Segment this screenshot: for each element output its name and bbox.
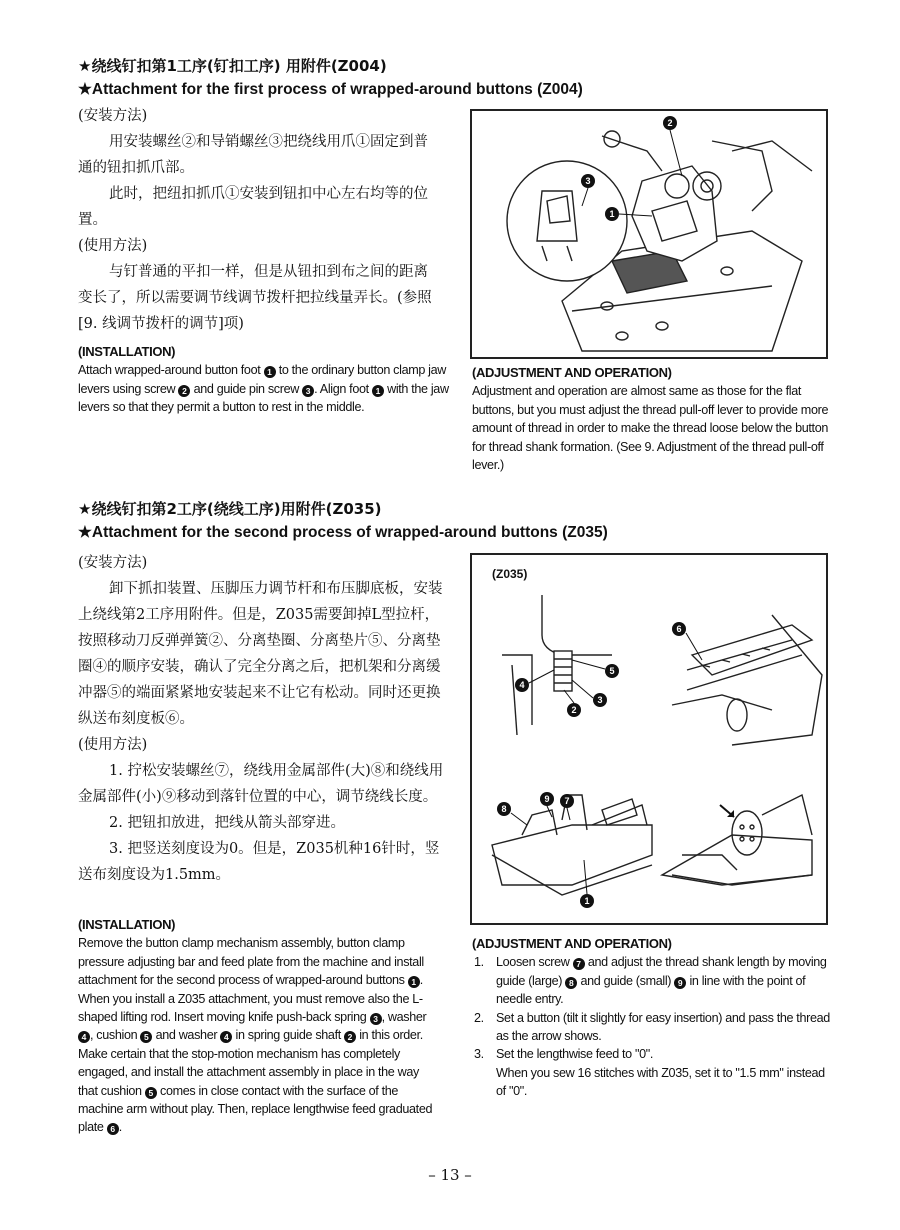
callout-9-icon: 9 <box>674 977 686 989</box>
section2-installation-en <box>78 916 440 1137</box>
callout-4-icon: 4 <box>78 1031 90 1043</box>
adjustment-step: 2. Set a button (tilt it slightly for easy insertion) and pass the thread as the arrow shows. <box>474 1010 830 1044</box>
install-paragraph-cn: 用安装螺丝②和导销螺丝③把绕线用爪①固定到普通的钮扣抓爪部。 <box>78 134 428 176</box>
svg-text:9: 9 <box>544 794 550 804</box>
svg-text:3: 3 <box>597 695 603 705</box>
installation-heading: (INSTALLATION) <box>78 344 176 359</box>
installation-text: Remove the button clamp mechanism assembly, button clamp pressure adjusting bar and feed plate from the machine and install attachment for the second process of wrapped-around buttons 1 . When you install a Z035 attachment, you must remove also the L-shaped lifting rod. Insert moving knife push-back spring 3 , washer 4 , cushion 5 and washer 4 in spring guide shaft 2 in this order. Make certain that the stop-motion mechanism has completely engaged, and install the attachment assembly in place in the way that cushion 5 comes in close contact with the surface of the machine arm without play. Then, replace lengthwise feed graduated plate 6 . <box>78 936 433 1135</box>
install-heading-cn: (安装方法) <box>78 555 148 571</box>
install-paragraph-cn: 卸下抓扣装置、压脚压力调节杆和布压脚底板，安装上绕线第2工序用附件。但是，Z035需要卸掉L型拉杆，按照移动刀反弹弹簧②、分离垫圈、分离垫片⑤、分离垫圈④的顺序安装，确认了完全分离之后，把机架和分离缓冲器⑤的端面紧紧地安装起来不让它有松动。同时还更换纵送布刻度板⑥。 <box>78 581 443 727</box>
callout-3-icon: 3 <box>302 385 314 397</box>
svg-text:1: 1 <box>609 209 615 219</box>
installation-text: Attach wrapped-around button foot 1 to the ordinary button clamp jaw levers using screw 2 and guide pin screw 3 . Align foot 1 with the jaw levers so that they permit a button to rest in the middle. <box>78 363 449 415</box>
z035-illustration <box>472 555 826 923</box>
usage-step-cn: 3. 把竖送刻度设为0。但是，Z035机种16针时，竖送布刻度设为1.5mm。 <box>78 841 440 883</box>
section2-title-en: ★Attachment for the second process of wrapped-around buttons (Z035) <box>78 524 608 541</box>
svg-text:4: 4 <box>519 680 525 690</box>
section1-adjustment-en <box>472 364 832 474</box>
install-heading-cn: (安装方法) <box>78 108 148 124</box>
callout-5-icon: 5 <box>145 1087 157 1099</box>
adjustment-steps <box>472 953 834 1100</box>
figure-label: (Z035) <box>492 567 528 581</box>
svg-text:6: 6 <box>676 624 682 634</box>
section1-title-cn: ★绕线钉扣第1工序(钉扣工序) 用附件(Z004) <box>78 57 387 75</box>
callout-7-icon: 7 <box>573 958 585 970</box>
svg-text:5: 5 <box>609 666 615 676</box>
usage-paragraph-cn: 与钉普通的平扣一样，但是从钮扣到布之间的距离变长了，所以需要调节线调节拨杆把拉线量弄长。(参照[9. 线调节拨杆的调节]项) <box>78 264 432 332</box>
callout-6-icon: 6 <box>107 1123 119 1135</box>
adjustment-heading: (ADJUSTMENT AND OPERATION) <box>472 365 672 380</box>
svg-text:1: 1 <box>584 896 590 906</box>
install-paragraph-cn: 此时，把纽扣抓爪①安装到钮扣中心左右均等的位置。 <box>78 186 428 228</box>
callout-3-icon: 3 <box>370 1013 382 1025</box>
callout-1-icon: 1 <box>264 366 276 378</box>
callout-4-icon: 4 <box>220 1031 232 1043</box>
usage-heading-cn: (使用方法) <box>78 238 148 254</box>
callout-1-icon: 1 <box>408 976 420 988</box>
installation-heading: (INSTALLATION) <box>78 917 176 932</box>
section2-cn-text <box>78 550 448 888</box>
adjustment-step: 3. Set the lengthwise feed to "0". When you sew 16 stitches with Z035, set it to "1.5 mm" instead of "0". <box>474 1047 825 1099</box>
svg-text:3: 3 <box>585 176 591 186</box>
svg-text:2: 2 <box>571 705 577 715</box>
callout-2-icon: 2 <box>344 1031 356 1043</box>
section2-title-cn: ★绕线钉扣第2工序(绕线工序)用附件(Z035) <box>78 500 382 518</box>
section2-adjustment-en <box>472 935 834 1101</box>
callout-5-icon: 5 <box>140 1031 152 1043</box>
usage-step-cn: 1. 拧松安装螺丝⑦，绕线用金属部件(大)⑧和绕线用金属部件(小)⑨移动到落针位置的中心，调节绕线长度。 <box>78 763 444 805</box>
callout-8-icon: 8 <box>565 977 577 989</box>
figure-z035-attachment <box>470 553 828 925</box>
adjustment-heading: (ADJUSTMENT AND OPERATION) <box>472 936 672 951</box>
section1-title-en: ★Attachment for the first process of wrapped-around buttons (Z004) <box>78 81 583 98</box>
adjustment-step: 1. Loosen screw 7 and adjust the thread shank length by moving guide (large) 8 and guide (small) 9 in line with the point of needle entry. <box>474 955 827 1007</box>
section1-installation-en <box>78 343 450 417</box>
usage-step-cn: 2. 把钮扣放进，把线从箭头部穿进。 <box>109 815 345 831</box>
callout-2-icon: 2 <box>178 385 190 397</box>
adjustment-text: Adjustment and operation are almost same as those for the flat buttons, but you must adjust the thread pull-off lever to provide more amount of thread in order to make the thread loose below the button for thread shank formation. (See 9. Adjustment of the thread pull-off lever.) <box>472 384 829 473</box>
usage-heading-cn: (使用方法) <box>78 737 148 753</box>
svg-text:2: 2 <box>667 118 673 128</box>
section1-cn-text <box>78 103 438 337</box>
svg-text:8: 8 <box>501 804 507 814</box>
z004-illustration <box>472 111 826 357</box>
page-number: – 13 – <box>428 1166 472 1184</box>
figure-z004-foot <box>470 109 828 359</box>
callout-1-icon: 1 <box>372 385 384 397</box>
svg-text:7: 7 <box>564 796 570 806</box>
